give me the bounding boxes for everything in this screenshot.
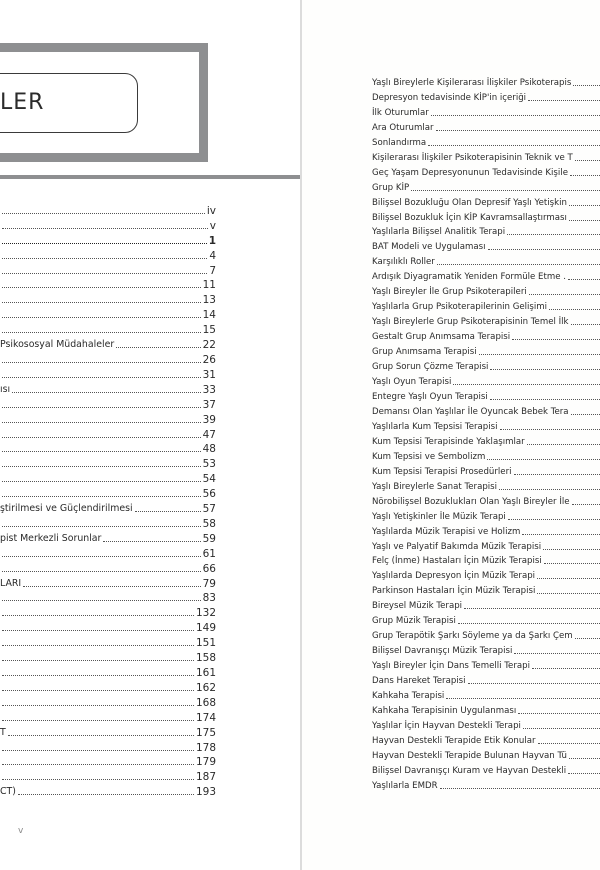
toc-entry[interactable] <box>0 575 216 590</box>
toc-entry[interactable] <box>0 604 216 619</box>
dot-leader <box>2 675 194 676</box>
dot-leader <box>8 735 194 736</box>
toc-entry-page: 53 <box>202 458 216 471</box>
toc-entry[interactable] <box>372 612 600 627</box>
toc-entry[interactable] <box>372 433 600 448</box>
toc-entry[interactable] <box>372 732 600 747</box>
toc-entry-title: Kum Tepsisi Terapisinde Yaklaşımlar <box>372 436 525 447</box>
toc-entry[interactable] <box>372 313 600 328</box>
dot-leader <box>569 205 600 206</box>
toc-entry-page: 11 <box>202 279 216 292</box>
toc-entry-title: Kahkaha Terapisinin Uygulanması <box>372 705 517 716</box>
toc-entry[interactable] <box>0 694 216 709</box>
dot-leader <box>487 459 600 460</box>
toc-entry-page: 79 <box>202 577 216 590</box>
toc-entry[interactable] <box>372 268 600 283</box>
toc-entry[interactable] <box>372 672 600 687</box>
toc-entry-title: Yaşlılar İçin Hayvan Destekli Terapi <box>372 720 521 731</box>
toc-entry-page: 56 <box>202 488 216 501</box>
toc-entry-title: Nörobilişsel Bozuklukları Olan Yaşlı Bireyler İle <box>372 496 570 507</box>
toc-entry[interactable] <box>372 463 600 478</box>
toc-entry-page: 7 <box>209 264 216 277</box>
toc-entry[interactable] <box>0 366 216 381</box>
toc-entry[interactable] <box>372 134 600 149</box>
toc-entry[interactable] <box>372 164 600 179</box>
dot-leader <box>507 234 600 235</box>
toc-entry[interactable] <box>372 89 600 104</box>
toc-entry-title: Yaşlı Oyun Terapisi <box>372 377 452 388</box>
dot-leader <box>568 773 600 774</box>
toc-entry[interactable] <box>0 217 216 232</box>
dot-leader <box>532 668 600 669</box>
dot-leader <box>479 354 600 355</box>
toc-entry[interactable] <box>372 448 600 463</box>
toc-entry-page: 37 <box>202 398 216 411</box>
toc-entry[interactable] <box>0 754 216 769</box>
toc-entry-title: Yaşlı Bireyler İçin Dans Temelli Terapi <box>372 661 530 672</box>
toc-entry-title: Yaşlı ve Palyatif Bakımda Müzik Terapisi <box>372 541 542 552</box>
toc-entry[interactable] <box>0 351 216 366</box>
toc-entry[interactable] <box>372 762 600 777</box>
dot-leader <box>2 615 194 616</box>
dot-leader <box>2 526 201 527</box>
dot-leader <box>575 160 600 161</box>
toc-entry-title: Bilişsel Davranışçı Müzik Terapisi <box>372 646 513 657</box>
toc-entry[interactable] <box>0 783 216 798</box>
toc-entry-page: 39 <box>202 413 216 426</box>
toc-entry-title: İlk Oturumlar <box>372 107 429 118</box>
toc-entry[interactable] <box>0 396 216 411</box>
toc-entry[interactable] <box>372 224 600 239</box>
toc-entry[interactable] <box>372 553 600 568</box>
dot-leader <box>538 743 600 744</box>
toc-entry-title: Yaşlı Bireylerle Sanat Terapisi <box>372 481 498 492</box>
toc-entry-title: Kahkaha Terapisi <box>372 691 445 702</box>
dot-leader <box>2 481 201 482</box>
toc-entry-title: Ara Oturumlar <box>372 122 434 133</box>
toc-entry-title: Grup Terapötik Şarkı Söyleme ya da Şarkı Çem <box>372 631 573 642</box>
dot-leader <box>2 466 201 467</box>
toc-left-list <box>0 202 216 798</box>
toc-entry-title: Dans Hareket Terapisi <box>372 676 466 687</box>
toc-entry-title: Yaşlılarda Depresyon İçin Müzik Terapi <box>372 571 536 582</box>
toc-entry-page: 1 <box>208 234 216 247</box>
dot-leader <box>2 720 194 721</box>
dot-leader <box>2 407 201 408</box>
toc-entry-page: v <box>209 219 216 232</box>
dot-leader <box>2 630 194 631</box>
dot-leader <box>543 549 600 550</box>
dot-leader <box>2 302 201 303</box>
toc-entry[interactable] <box>372 508 600 523</box>
toc-entry[interactable] <box>0 321 216 336</box>
toc-entry[interactable] <box>0 247 216 262</box>
dot-leader <box>23 586 200 587</box>
toc-entry[interactable] <box>372 687 600 702</box>
toc-entry-title: Grup Anımsama Terapisi <box>372 347 477 358</box>
toc-entry[interactable] <box>372 403 600 418</box>
toc-entry-page: 58 <box>202 517 216 530</box>
toc-entry-title: ştirilmesi ve Güçlendirilmesi <box>0 503 133 515</box>
toc-entry-title: Grup Sorun Çözme Terapisi <box>372 362 489 373</box>
toc-entry[interactable] <box>0 709 216 724</box>
dot-leader <box>490 369 600 370</box>
toc-entry[interactable] <box>372 523 600 538</box>
page-number: v <box>18 826 24 836</box>
toc-entry-page: 187 <box>195 771 216 784</box>
toc-entry-title: Yaşlılarla Bilişsel Analitik Terapi <box>372 227 506 238</box>
dot-leader <box>573 85 600 86</box>
toc-entry[interactable] <box>372 493 600 508</box>
toc-entry-page: 22 <box>202 339 216 352</box>
toc-entry[interactable] <box>0 202 216 217</box>
dot-leader <box>514 474 600 475</box>
toc-entry-page: 178 <box>195 741 216 754</box>
toc-entry-title: Yaşlı Bireyler İle Grup Psikoterapileri <box>372 287 527 298</box>
dot-leader <box>2 779 194 780</box>
header-rule <box>0 175 300 179</box>
toc-entry-page: 193 <box>195 786 216 799</box>
toc-entry-title: Yaşlılarla EMDR <box>372 780 438 791</box>
dot-leader <box>529 294 600 295</box>
toc-entry-title: Yaşlılarla Grup Psikoterapilerinin Gelişimi <box>372 302 548 313</box>
dot-leader <box>2 362 201 363</box>
dot-leader <box>488 249 600 250</box>
toc-entry[interactable] <box>0 381 216 396</box>
page-title: LER <box>0 90 45 115</box>
dot-leader <box>431 115 600 116</box>
toc-entry-title: Yaşlı Bireylerle Kişilerarası İlişkiler Psikoterapis <box>372 77 572 88</box>
toc-entry[interactable] <box>372 283 600 298</box>
toc-entry-title: Bilişsel Davranışçı Kuram ve Hayvan Destekli <box>372 765 567 776</box>
toc-entry-page: 175 <box>195 726 216 739</box>
right-page <box>302 0 600 870</box>
toc-entry[interactable] <box>0 530 216 545</box>
toc-entry-page: 174 <box>195 711 216 724</box>
toc-entry-title: Yaşlı Bireylerle Grup Psikoterapisinin Temel İlk <box>372 317 569 328</box>
toc-entry[interactable] <box>372 179 600 194</box>
toc-entry[interactable] <box>372 538 600 553</box>
dot-leader <box>2 705 194 706</box>
toc-entry-page: 83 <box>202 592 216 605</box>
toc-entry-title: Entegre Yaşlı Oyun Terapisi <box>372 391 488 402</box>
dot-leader <box>411 190 600 191</box>
dot-leader <box>537 578 600 579</box>
toc-entry-title: Yaşlılarla Kum Tepsisi Terapisi <box>372 421 498 432</box>
toc-entry[interactable] <box>0 634 216 649</box>
toc-entry[interactable] <box>372 358 600 373</box>
dot-leader <box>2 451 201 452</box>
toc-entry-page: 26 <box>202 353 216 366</box>
dot-leader <box>2 213 205 214</box>
toc-entry[interactable] <box>372 777 600 792</box>
dot-leader <box>571 414 600 415</box>
dot-leader <box>2 556 201 557</box>
dot-leader <box>572 504 600 505</box>
toc-entry-title: BAT Modeli ve Uygulaması <box>372 242 486 253</box>
toc-entry[interactable] <box>372 418 600 433</box>
dot-leader <box>571 324 600 325</box>
toc-entry[interactable] <box>372 238 600 253</box>
toc-entry[interactable] <box>372 597 600 612</box>
toc-entry[interactable] <box>372 702 600 717</box>
toc-entry[interactable] <box>0 291 216 306</box>
toc-entry[interactable] <box>372 388 600 403</box>
toc-entry[interactable] <box>372 194 600 209</box>
toc-entry[interactable] <box>372 567 600 582</box>
dot-leader <box>2 645 194 646</box>
toc-entry[interactable] <box>372 582 600 597</box>
dot-leader <box>2 764 194 765</box>
toc-entry[interactable] <box>0 619 216 634</box>
dot-leader <box>135 511 201 512</box>
toc-entry[interactable] <box>0 485 216 500</box>
dot-leader <box>2 287 201 288</box>
toc-entry[interactable] <box>0 560 216 575</box>
toc-entry-page: 31 <box>202 368 216 381</box>
dot-leader <box>522 534 600 535</box>
toc-entry[interactable] <box>372 657 600 672</box>
dot-leader <box>569 220 600 221</box>
toc-entry-title: Bilişsel Bozukluğu Olan Depresif Yaşlı Yetişkin <box>372 197 567 208</box>
dot-leader <box>464 608 600 609</box>
toc-entry[interactable] <box>372 328 600 343</box>
toc-entry-title: Yaşlılarda Müzik Terapisi ve Holizm <box>372 526 521 537</box>
toc-entry-page: 158 <box>195 652 216 665</box>
toc-entry[interactable] <box>0 500 216 515</box>
toc-entry[interactable] <box>0 515 216 530</box>
dot-leader <box>2 273 207 274</box>
dot-leader <box>2 437 201 438</box>
toc-entry[interactable] <box>0 664 216 679</box>
toc-entry-page: 151 <box>195 637 216 650</box>
toc-entry-page: 132 <box>195 607 216 620</box>
dot-leader <box>2 332 201 333</box>
toc-entry-page: iv <box>206 204 216 217</box>
dot-leader <box>436 130 600 131</box>
dot-leader <box>544 563 600 564</box>
dot-leader <box>2 660 194 661</box>
dot-leader <box>18 794 194 795</box>
toc-entry-page: 59 <box>202 532 216 545</box>
dot-leader <box>549 309 600 310</box>
dot-leader <box>500 429 600 430</box>
toc-entry-page: 179 <box>195 756 216 769</box>
toc-entry[interactable] <box>372 104 600 119</box>
dot-leader <box>446 698 600 699</box>
toc-entry-title: pist Merkezli Sorunlar <box>0 532 102 544</box>
dot-leader <box>527 444 600 445</box>
toc-entry-title: Grup KİP <box>372 182 410 193</box>
toc-entry-page: 4 <box>209 249 216 262</box>
toc-entry[interactable] <box>372 209 600 224</box>
toc-entry[interactable] <box>0 306 216 321</box>
toc-entry[interactable] <box>0 232 216 247</box>
toc-entry-title: Karşılıklı Roller <box>372 257 435 268</box>
toc-entry-title: LARI <box>0 577 22 589</box>
toc-entry[interactable] <box>372 253 600 268</box>
dot-leader <box>468 683 600 684</box>
toc-right-list <box>372 74 600 792</box>
toc-entry-title: Gestalt Grup Anımsama Terapisi <box>372 332 511 343</box>
toc-entry[interactable] <box>0 262 216 277</box>
toc-entry-page: 54 <box>202 473 216 486</box>
dot-leader <box>12 392 201 393</box>
toc-entry[interactable] <box>372 74 600 89</box>
dot-leader <box>2 571 201 572</box>
dot-leader <box>508 519 600 520</box>
dot-leader <box>523 728 600 729</box>
toc-entry-page: 61 <box>202 547 216 560</box>
dot-leader <box>2 258 207 259</box>
dot-leader <box>518 713 600 714</box>
toc-entry-page: 13 <box>202 294 216 307</box>
toc-entry[interactable] <box>0 768 216 783</box>
dot-leader <box>116 347 200 348</box>
toc-entry-title: Grup Müzik Terapisi <box>372 616 456 627</box>
dot-leader <box>575 638 600 639</box>
toc-entry-title: Parkinson Hastaları İçin Müzik Terapisi <box>372 586 536 597</box>
toc-entry-page: 66 <box>202 562 216 575</box>
dot-leader <box>2 228 208 229</box>
toc-entry[interactable] <box>372 343 600 358</box>
toc-entry[interactable] <box>0 426 216 441</box>
dot-leader <box>453 384 600 385</box>
dot-leader <box>2 496 201 497</box>
toc-entry-page: 48 <box>202 443 216 456</box>
dot-leader <box>440 788 600 789</box>
toc-entry-title: Ardışık Diyagramatik Yeniden Formüle Etme . <box>372 272 566 283</box>
toc-entry-title: Bilişsel Bozukluk İçin KİP Kavramsallaştırması <box>372 212 567 223</box>
toc-entry[interactable] <box>0 739 216 754</box>
dot-leader <box>428 145 600 146</box>
toc-entry[interactable] <box>0 470 216 485</box>
toc-entry-title: Psikososyal Müdahaleler <box>0 339 115 351</box>
dot-leader <box>458 623 600 624</box>
toc-entry[interactable] <box>0 455 216 470</box>
toc-entry[interactable] <box>0 336 216 351</box>
toc-entry-title: Hayvan Destekli Terapide Bulunan Hayvan Tü <box>372 750 567 761</box>
dot-leader <box>499 489 600 490</box>
toc-entry-title: Demansı Olan Yaşlılar İle Oyuncak Bebek Tera <box>372 406 569 417</box>
toc-entry[interactable] <box>372 627 600 642</box>
dot-leader <box>528 100 600 101</box>
toc-entry[interactable] <box>0 679 216 694</box>
toc-entry[interactable] <box>0 649 216 664</box>
dot-leader <box>569 758 600 759</box>
toc-entry-title: Sonlandırma <box>372 137 427 148</box>
toc-entry-title: Yaşlı Yetişkinler İle Müzik Terapi <box>372 511 506 522</box>
dot-leader <box>103 541 200 542</box>
toc-entry-title: Bireysel Müzik Terapi <box>372 601 463 612</box>
dot-leader <box>2 422 201 423</box>
toc-entry-page: 33 <box>202 383 216 396</box>
toc-entry-title: T <box>0 726 6 738</box>
toc-entry-page: 14 <box>202 309 216 322</box>
dot-leader <box>2 750 194 751</box>
dot-leader <box>490 399 600 400</box>
dot-leader <box>512 339 600 340</box>
toc-entry[interactable] <box>372 478 600 493</box>
toc-entry[interactable] <box>372 298 600 313</box>
toc-entry[interactable] <box>0 590 216 605</box>
toc-entry[interactable] <box>372 747 600 762</box>
toc-entry[interactable] <box>372 717 600 732</box>
toc-entry[interactable] <box>0 441 216 456</box>
toc-entry[interactable] <box>372 119 600 134</box>
dot-leader <box>2 243 207 244</box>
toc-entry[interactable] <box>0 277 216 292</box>
dot-leader <box>2 600 201 601</box>
dot-leader <box>437 264 600 265</box>
toc-entry-page: 168 <box>195 696 216 709</box>
toc-entry-title: Kişilerarası İlişkiler Psikoterapisinin Teknik ve T <box>372 152 573 163</box>
toc-entry-page: 47 <box>202 428 216 441</box>
toc-entry-title: CT) <box>0 786 16 798</box>
toc-entry-title: ısı <box>0 383 11 395</box>
toc-entry-title: Geç Yaşam Depresyonunun Tedavisinde Kişile <box>372 167 568 178</box>
toc-entry[interactable] <box>372 642 600 657</box>
toc-entry-page: 149 <box>195 622 216 635</box>
toc-entry[interactable] <box>0 724 216 739</box>
dot-leader <box>2 317 201 318</box>
dot-leader <box>2 377 201 378</box>
toc-entry[interactable] <box>0 545 216 560</box>
toc-entry-page: 15 <box>202 324 216 337</box>
toc-entry-title: Hayvan Destekli Terapide Etik Konular <box>372 735 536 746</box>
toc-entry-title: Kum Tepsisi ve Sembolizm <box>372 451 486 462</box>
toc-entry[interactable] <box>0 411 216 426</box>
toc-entry-title: Felç (İnme) Hastaları İçin Müzik Terapisi <box>372 556 542 567</box>
toc-entry-page: 162 <box>195 681 216 694</box>
toc-entry[interactable] <box>372 149 600 164</box>
toc-entry-title: Kum Tepsisi Terapisi Prosedürleri <box>372 466 512 477</box>
dot-leader <box>514 653 600 654</box>
dot-leader <box>537 593 600 594</box>
dot-leader <box>2 690 194 691</box>
toc-entry-page: 161 <box>195 667 216 679</box>
dot-leader <box>568 279 600 280</box>
toc-entry-title: Depresyon tedavisinde KİP'in içeriği <box>372 92 527 103</box>
dot-leader <box>570 175 600 176</box>
toc-entry[interactable] <box>372 373 600 388</box>
toc-entry-page: 57 <box>202 503 216 516</box>
